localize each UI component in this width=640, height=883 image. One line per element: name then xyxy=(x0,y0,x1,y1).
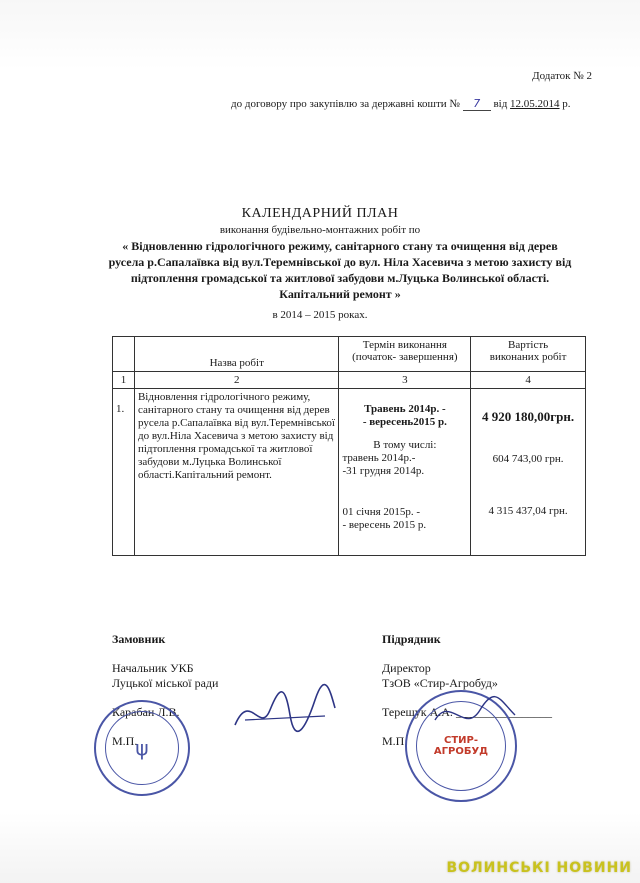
customer-position: Начальник УКБ xyxy=(112,661,194,675)
term2-end: - вересень 2015 р. xyxy=(342,519,427,531)
amount-2015: 4 315 437,04 грн. xyxy=(488,505,568,517)
row-number: 1. xyxy=(113,389,135,556)
term1-end: -31 грудня 2014р. xyxy=(342,465,425,477)
contract-suffix: р. xyxy=(562,98,571,110)
term-total-end: - вересень2015 р. xyxy=(362,416,447,428)
column-number: 2 xyxy=(134,372,339,389)
contractor-organization: ТзОВ «Стир-Агробуд» xyxy=(382,676,498,690)
customer-role: Замовник xyxy=(112,632,166,646)
column-number: 4 xyxy=(471,372,586,389)
contractor-mp: М.П. xyxy=(382,734,408,748)
term2-start: 01 січня 2015р. - xyxy=(342,506,421,518)
addendum-label: Додаток № 2 xyxy=(532,70,592,82)
contractor-stamp-center: СТИР-АГРОБУД xyxy=(433,735,489,757)
customer-stamp xyxy=(94,700,190,796)
contract-reference xyxy=(231,97,571,111)
project-line: підтоплення громадської та житлової забудови м.Луцька Волинської області. xyxy=(130,271,550,285)
project-line: Капітальний ремонт » xyxy=(279,287,401,301)
term-total-start: Травень 2014р. - xyxy=(364,403,446,415)
contract-number: 7 xyxy=(463,97,491,111)
contractor-name: Терещук А.А. ________________ xyxy=(382,705,552,719)
header-cost: Вартість виконаних робіт xyxy=(471,337,586,372)
contractor-position: Директор xyxy=(382,661,431,675)
table-row xyxy=(113,389,586,556)
plan-table xyxy=(112,336,586,556)
term-including: В тому числі: xyxy=(373,439,437,451)
row-work-name: Відновлення гідрологічного режиму, санітарного стану та очищення від дерев русела р.Сапалаївка від вул.Теремнівської до вул.Ніла Хасевича з метою захисту від підтоплення громадської та житлової забудови м.Луцька Волинської області.Капітальний ремонт. xyxy=(134,389,339,556)
document-title: КАЛЕНДАРНИЙ ПЛАН xyxy=(241,206,399,221)
row-term xyxy=(339,389,471,556)
trident-icon: ψ xyxy=(135,736,149,760)
contract-from: від xyxy=(493,98,508,110)
customer-name: Карабан Л.В. xyxy=(112,705,180,719)
project-name xyxy=(100,238,580,302)
project-line: русела р.Сапалаївка від вул.Теремнівської до вул. Ніла Хасевича з метою захисту від xyxy=(108,255,572,269)
column-number: 3 xyxy=(339,372,471,389)
header-term: Термін виконання (початок- завершення) xyxy=(339,337,471,372)
contractor-handwritten-signature xyxy=(430,690,520,740)
header-num xyxy=(113,337,135,372)
contract-date: 12.05.2014 xyxy=(510,98,560,110)
table-header-row xyxy=(113,337,586,372)
customer-handwritten-signature xyxy=(230,680,340,740)
customer-organization: Луцької міської ради xyxy=(112,676,219,690)
amount-2014: 604 743,00 грн. xyxy=(492,453,564,465)
document-subtitle: виконання будівельно-монтажних робіт по xyxy=(219,224,421,236)
contract-prefix: до договору про закупівлю за державні кошти № xyxy=(231,98,460,110)
column-number: 1 xyxy=(113,372,135,389)
header-work-name: Назва робіт xyxy=(134,337,339,372)
table-column-numbers xyxy=(113,372,586,389)
contractor-role: Підрядник xyxy=(382,632,441,646)
customer-mp: М.П. xyxy=(112,734,138,748)
watermark-brand: ВОЛИНСЬКІ НОВИНИ xyxy=(446,860,632,876)
term1-start: травень 2014р.- xyxy=(342,452,416,464)
project-line: « Відновленню гідрологічного режиму, санітарного стану та очищення від дерев xyxy=(122,239,558,253)
period-label: в 2014 – 2015 роках. xyxy=(272,309,368,321)
amount-total: 4 920 180,00грн. xyxy=(482,409,575,424)
row-cost xyxy=(471,389,586,556)
